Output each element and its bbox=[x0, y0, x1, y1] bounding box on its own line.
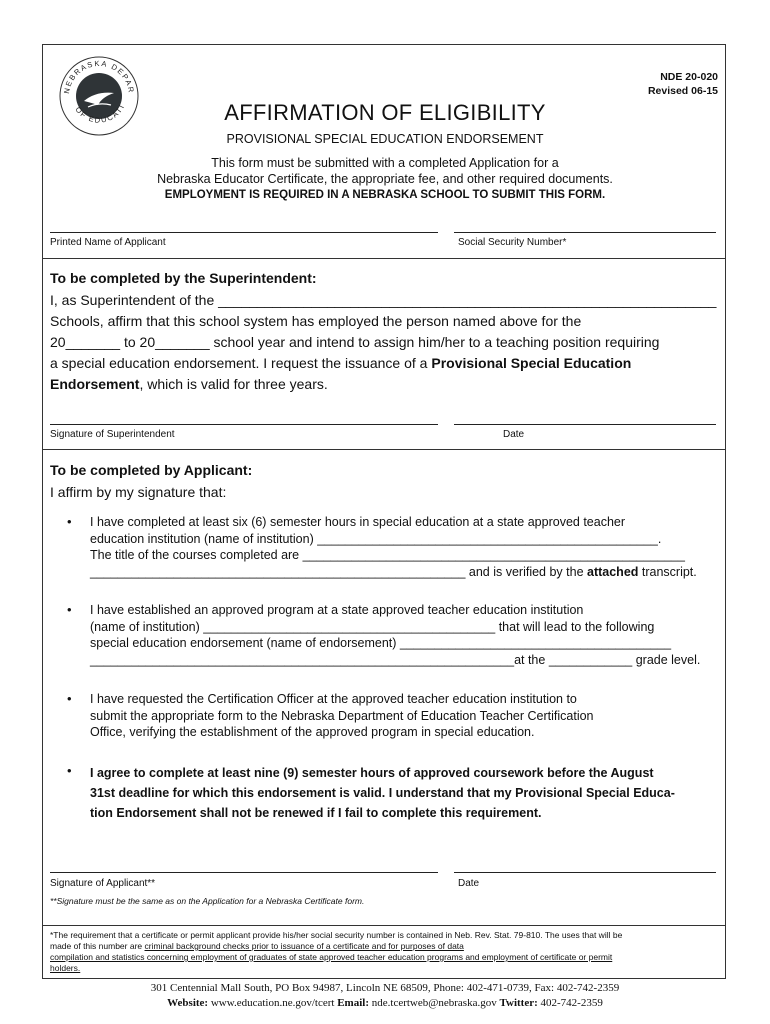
website-link[interactable]: www.education.ne.gov/tcert bbox=[210, 997, 335, 1009]
applicant-date-label: Date bbox=[458, 878, 480, 889]
applicant-name-field[interactable] bbox=[50, 232, 438, 233]
applicant-name-label: Printed Name of Applicant bbox=[50, 237, 166, 248]
superintendent-signature-field[interactable] bbox=[50, 424, 438, 425]
superintendent-statement: I, as Superintendent of the ________________________________________________________________ Schools, affirm that this school system has employed the person named above for the 20_______ to 20_______ school year and intend to assign him/her to a teaching position requiring a special education endorsement. I request the issuance of a Provisional Special Education Endorsement, which is valid for three years. bbox=[50, 292, 717, 392]
svg-text:NEBRASKA DEPARTMENT: NEBRASKA DEPAR bbox=[61, 58, 137, 95]
bullet: • bbox=[67, 602, 72, 617]
divider bbox=[42, 925, 726, 926]
svg-text:OF EDUCATION: OF EDUCATI bbox=[73, 102, 127, 125]
applicant-heading: To be completed by Applicant: bbox=[50, 462, 253, 478]
bullet-4: I agree to complete at least nine (9) semester hours of approved coursework before the August 31st deadline for which this endorsement is valid. I understand that my Provisional Special Educa- tion Endorsement shall not be renewed if I fail to complete this requirement. bbox=[90, 766, 675, 820]
ssn-disclosure-note: *The requirement that a certificate or permit applicant provide his/her social security number is contained in Neb. Rev. Stat. 79-810. The uses that will be made of this number are criminal background checks prior to issuance of a certificate and for purposes of data compilation and statistics concerning employment of graduates of state approved teacher education programs and employment of certificate or permit holders. bbox=[50, 930, 623, 973]
footer-contacts: Website: www.education.ne.gov/tcert Email: nde.tcertweb@nebraska.gov Twitter: 402-742-2359 bbox=[167, 997, 603, 1009]
superintendent-signature-label: Signature of Superintendent bbox=[50, 429, 175, 440]
footer-address: 301 Centennial Mall South, PO Box 94987, Lincoln NE 68509, Phone: 402-471-0739, Fax: 402-742-2359 bbox=[150, 982, 620, 994]
signature-note: **Signature must be the same as on the Application for a Nebraska Certificate form. bbox=[50, 896, 365, 906]
bullet: • bbox=[67, 514, 72, 529]
form-intro: This form must be submitted with a completed Application for a Nebraska Educator Certificate, the appropriate fee, and other required documents. EMPLOYMENT IS REQUIRED IN A NEBRASKA SCHOOL TO SUBMIT THIS FORM. bbox=[157, 156, 613, 201]
ssn-field[interactable] bbox=[454, 232, 716, 233]
divider bbox=[42, 449, 726, 450]
applicant-date-field[interactable] bbox=[454, 872, 716, 873]
bullet: • bbox=[67, 691, 72, 706]
revised-date: Revised 06-15 bbox=[647, 85, 718, 97]
bullet-2: I have established an approved program at a state approved teacher education institution (name of institution) __________________________________________ that will lead to the following special education endorsement (name of endorsement) _______________________________________ _____________________________________________________________at the ____________ grade level. bbox=[90, 603, 701, 667]
applicant-affirm: I affirm by my signature that: bbox=[50, 484, 227, 500]
bullet-1: I have completed at least six (6) semester hours in special education at a state approved teacher education institution (name of institution) _________________________________________________. The title of the courses completed are _______________________________________________________ ______________________________________________________ and is verified by the attached transcript. bbox=[90, 515, 697, 579]
applicant-signature-label: Signature of Applicant** bbox=[50, 878, 156, 889]
form-number: NDE 20-020 bbox=[660, 71, 718, 83]
superintendent-date-label: Date bbox=[503, 429, 525, 440]
twitter-handle: 402-742-2359 bbox=[540, 997, 603, 1009]
applicant-signature-field[interactable] bbox=[50, 872, 438, 873]
superintendent-date-field[interactable] bbox=[454, 424, 716, 425]
form-title: AFFIRMATION OF ELIGIBILITY bbox=[224, 100, 546, 125]
form-number-block bbox=[648, 70, 718, 98]
bullet: • bbox=[67, 763, 72, 778]
superintendent-heading: To be completed by the Superintendent: bbox=[50, 270, 317, 286]
bullet-3: I have requested the Certification Officer at the approved teacher education institution to submit the appropriate form to the Nebraska Department of Education Teacher Certification Office, verifying the establishment of the approved program in special education. bbox=[90, 692, 594, 739]
form-subtitle: PROVISIONAL SPECIAL EDUCATION ENDORSEMENT bbox=[226, 132, 544, 146]
email-link[interactable]: nde.tcertweb@nebraska.gov bbox=[371, 997, 497, 1009]
ssn-label: Social Security Number* bbox=[458, 237, 567, 248]
divider bbox=[42, 258, 726, 259]
